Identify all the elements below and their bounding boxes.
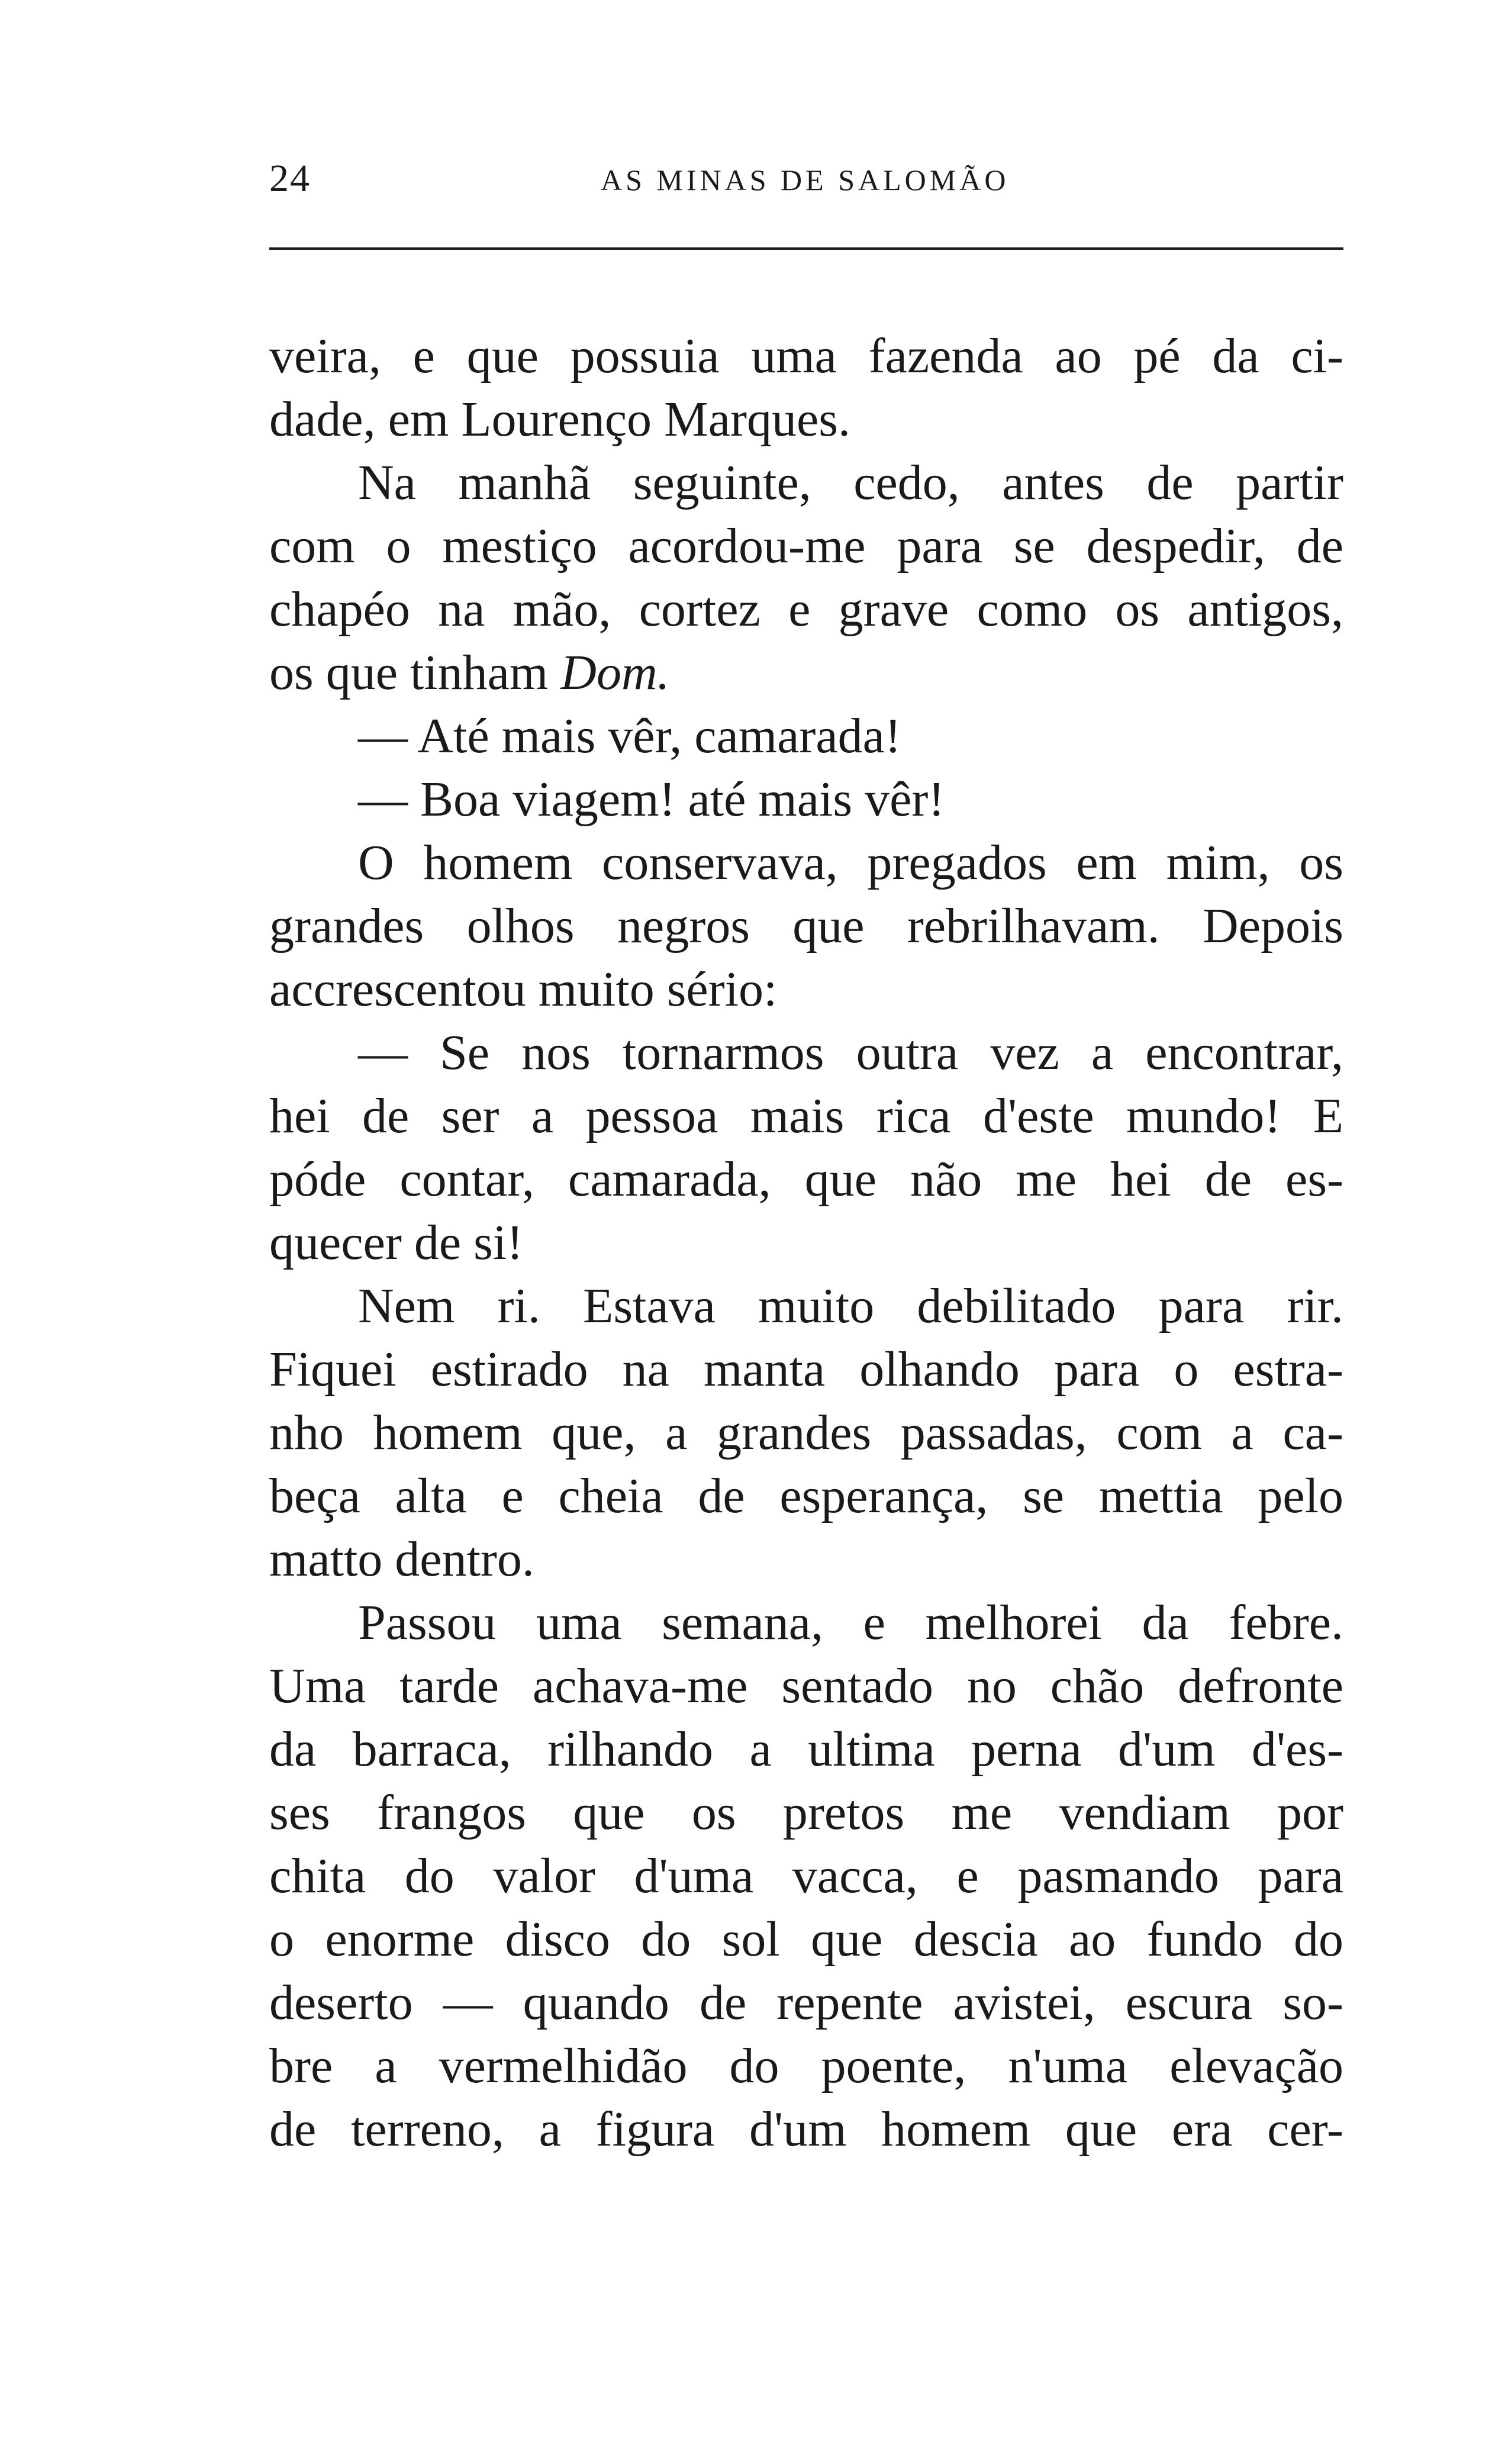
- text-line: o enorme disco do sol que descia ao fundo do: [269, 1912, 1343, 1967]
- text-line: accrescentou muito sério:: [269, 962, 778, 1017]
- text-line: O homem conservava, pregados em mim, os: [358, 835, 1343, 890]
- running-title: AS MINAS DE SALOMÃO: [601, 163, 1010, 197]
- text-line: grandes olhos negros que rebrilhavam. Depois: [269, 898, 1343, 954]
- text-line: quecer de si!: [269, 1215, 524, 1270]
- text-line: matto dentro.: [269, 1532, 534, 1587]
- text-line: póde contar, camarada, que não me hei de es-: [269, 1152, 1343, 1207]
- text-line: Na manhã seguinte, cedo, antes de partir: [358, 455, 1343, 510]
- text-line: beça alta e cheia de esperança, se mettia pelo: [269, 1468, 1343, 1524]
- text-line: chita do valor d'uma vacca, e pasmando para: [269, 1848, 1343, 1903]
- page-number: 24: [269, 157, 311, 200]
- text-line: hei de ser a pessoa mais rica d'este mundo! E: [269, 1088, 1343, 1144]
- body-text: [269, 324, 1343, 2161]
- text-line: bre a vermelhidão do poente, n'uma elevação: [269, 2038, 1343, 2093]
- text-line: ses frangos que os pretos me vendiam por: [269, 1785, 1343, 1840]
- text-line: de terreno, a figura d'um homem que era cer-: [269, 2102, 1343, 2157]
- text-line: Passou uma semana, e melhorei da febre.: [358, 1595, 1343, 1650]
- dialogue-line: — Boa viagem! até mais vêr!: [358, 772, 945, 827]
- italic-word: Dom.: [560, 645, 670, 700]
- header-rule: [269, 247, 1343, 250]
- text-line: Uma tarde achava-me sentado no chão defronte: [269, 1658, 1343, 1713]
- dialogue-line: — Até mais vêr, camarada!: [358, 708, 901, 764]
- text-line: da barraca, rilhando a ultima perna d'um d'es-: [269, 1722, 1343, 1777]
- text-line: chapéo na mão, cortez e grave como os antigos,: [269, 582, 1343, 637]
- text-line: Nem ri. Estava muito debilitado para rir.: [358, 1278, 1343, 1334]
- page-header: [269, 155, 1343, 202]
- dialogue-line: — Se nos tornarmos outra vez a encontrar,: [358, 1025, 1343, 1080]
- text-line: Fiquei estirado na manta olhando para o estra-: [269, 1342, 1343, 1397]
- text-line: nho homem que, a grandes passadas, com a ca-: [269, 1405, 1343, 1460]
- text-line: dade, em Lourenço Marques.: [269, 392, 850, 447]
- text-line: deserto — quando de repente avistei, escura so-: [269, 1975, 1343, 2030]
- text-line: [269, 641, 1343, 704]
- text-line: com o mestiço acordou-me para se despedir, de: [269, 518, 1343, 574]
- text-line: veira, e que possuia uma fazenda ao pé da ci-: [269, 328, 1343, 384]
- text-fragment: os que tinham: [269, 645, 549, 700]
